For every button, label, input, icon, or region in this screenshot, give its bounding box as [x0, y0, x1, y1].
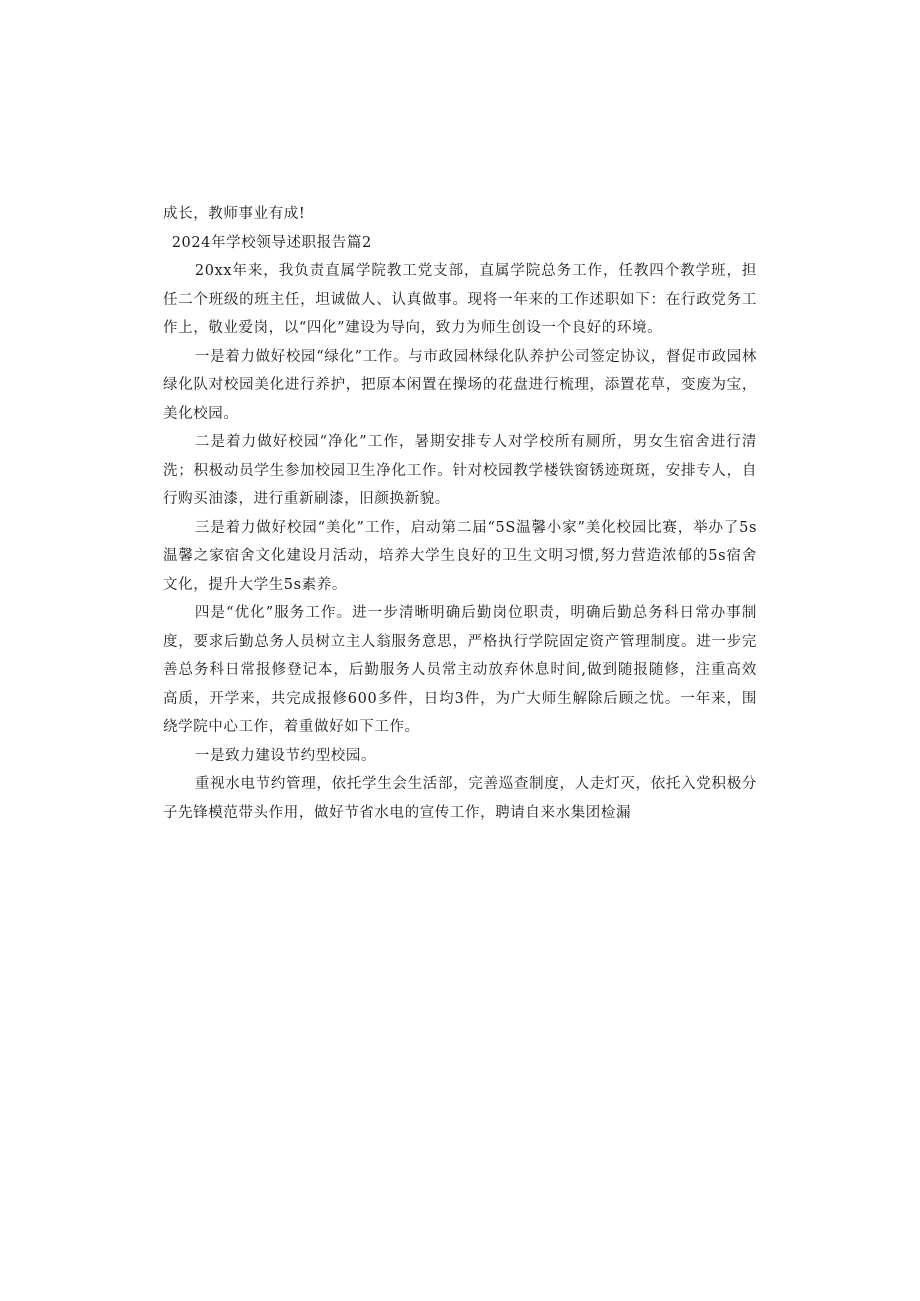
document-body — [163, 200, 757, 827]
paragraph-intro: 20xx年来，我负责直属学院教工党支部，直属学院总务工作，任教四个教学班，担任二个班级的班主任，坦诚做人、认真做事。现将一年来的工作述职如下：在行政党务工作上，敬业爱岗，以“四化”建设为导向，致力为师生创设一个良好的环境。 — [163, 263, 757, 336]
paragraph-cleaning: 二是着力做好校园“净化”工作，暑期安排专人对学校所有厕所，男女生宿舍进行清洗；积极动员学生参加校园卫生净化工作。针对校园教学楼铁窗锈迹斑斑，安排专人，自行购买油漆，进行重新刷漆，旧颜换新貌。 — [163, 434, 757, 507]
paragraph-water-electricity: 重视水电节约管理，依托学生会生活部，完善巡查制度，人走灯灭，依托入党积极分子先锋模范带头作用，做好节省水电的宣传工作，聘请自来水集团检漏 — [163, 776, 757, 821]
paragraph-greening: 一是着力做好校园“绿化”工作。与市政园林绿化队养护公司签定协议，督促市政园林绿化队对校园美化进行养护，把原本闲置在操场的花盘进行梳理，添置花草，变废为宝，美化校园。 — [163, 348, 757, 422]
section-title: 2024年学校领导述职报告篇2 — [171, 234, 372, 251]
paragraph-continuation: 成长，教师事业有成! — [163, 206, 306, 222]
paragraph-subheading: 一是致力建设节约型校园。 — [194, 747, 377, 764]
paragraph-service: 四是“优化”服务工作。进一步清晰明确后勤岗位职责，明确后勤总务科日常办事制度，要求后勤总务人员树立主人翁服务意思，严格执行学院固定资产管理制度。进一步完善总务科日常报修登记本，后勤服务人员常主动放弃休息时间,做到随报随修，注重高效高质，开学来，共完成报修600多件，日均3件，为广大师生解除后顾之忧。一年来，围绕学院中心工作，着重做好如下工作。 — [163, 605, 757, 735]
paragraph-beautifying: 三是着力做好校园“美化”工作，启动第二届“5S温馨小家”美化校园比赛，举办了5s温馨之家宿舍文化建设月活动，培养大学生良好的卫生文明习惯,努力营造浓郁的5s宿舍文化，提升大学生5s素养。 — [163, 519, 757, 593]
